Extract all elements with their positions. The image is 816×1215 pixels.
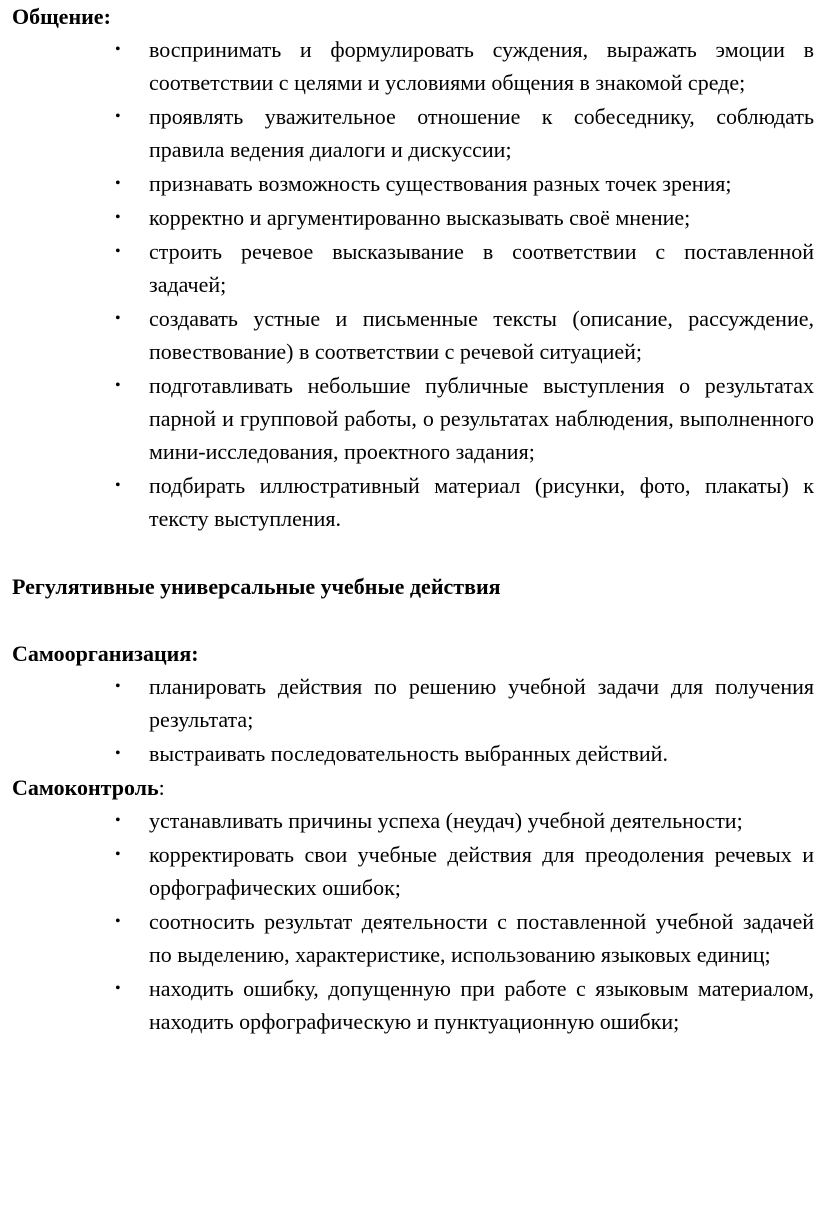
- list-item: • проявлять уважительное отношение к собеседнику, соблюдать правила ведения диалоги и дискуссии;: [12, 100, 814, 166]
- bullet-icon: •: [115, 377, 121, 394]
- bullet-icon: •: [115, 980, 121, 997]
- bullet-icon: •: [115, 913, 121, 930]
- communication-list: [12, 33, 814, 535]
- heading-communication: Общение:: [12, 4, 111, 29]
- list-item: • создавать устные и письменные тексты (описание, рассуждение, повествование) в соответствии с речевой ситуацией;: [12, 302, 814, 368]
- list-item: • подготавливать небольшие публичные выступления о результатах парной и групповой работы, о результатах наблюдения, выполненного мини-исследования, проектного задания;: [12, 369, 814, 468]
- bullet-icon: •: [115, 678, 121, 695]
- bullet-icon: •: [115, 477, 121, 494]
- heading-self-control: Самоконтроль:: [12, 775, 165, 800]
- bullet-icon: •: [115, 175, 121, 192]
- bullet-icon: •: [115, 209, 121, 226]
- list-item: • находить ошибку, допущенную при работе с языковым материалом, находить орфографическую и пунктуационную ошибки;: [12, 972, 814, 1038]
- list-item: • строить речевое высказывание в соответствии с поставленной задачей;: [12, 235, 814, 301]
- heading-regulatory-actions: Регулятивные универсальные учебные действия: [12, 574, 501, 599]
- list-item: • подбирать иллюстративный материал (рисунки, фото, плакаты) к тексту выступления.: [12, 469, 814, 535]
- bullet-icon: •: [115, 812, 121, 829]
- spacer: [12, 603, 814, 637]
- bullet-icon: •: [115, 846, 121, 863]
- list-item: • соотносить результат деятельности с поставленной учебной задачей по выделению, характеристике, использованию языковых единиц;: [12, 905, 814, 971]
- bullet-icon: •: [115, 108, 121, 125]
- bullet-icon: •: [115, 310, 121, 327]
- list-item: • выстраивать последовательность выбранных действий.: [12, 737, 814, 770]
- bullet-icon: •: [115, 745, 121, 762]
- list-item: • устанавливать причины успеха (неудач) учебной деятельности;: [12, 804, 814, 837]
- bullet-icon: •: [115, 41, 121, 58]
- self-organization-list: [12, 670, 814, 770]
- self-control-list: [12, 804, 814, 1038]
- heading-self-organization: Самоорганизация:: [12, 641, 199, 666]
- list-item: • корректно и аргументированно высказывать своё мнение;: [12, 201, 814, 234]
- spacer: [12, 536, 814, 570]
- list-item: • воспринимать и формулировать суждения, выражать эмоции в соответствии с целями и условиями общения в знакомой среде;: [12, 33, 814, 99]
- list-item: • признавать возможность существования разных точек зрения;: [12, 167, 814, 200]
- bullet-icon: •: [115, 243, 121, 260]
- list-item: • планировать действия по решению учебной задачи для получения результата;: [12, 670, 814, 736]
- list-item: • корректировать свои учебные действия для преодоления речевых и орфографических ошибок;: [12, 838, 814, 904]
